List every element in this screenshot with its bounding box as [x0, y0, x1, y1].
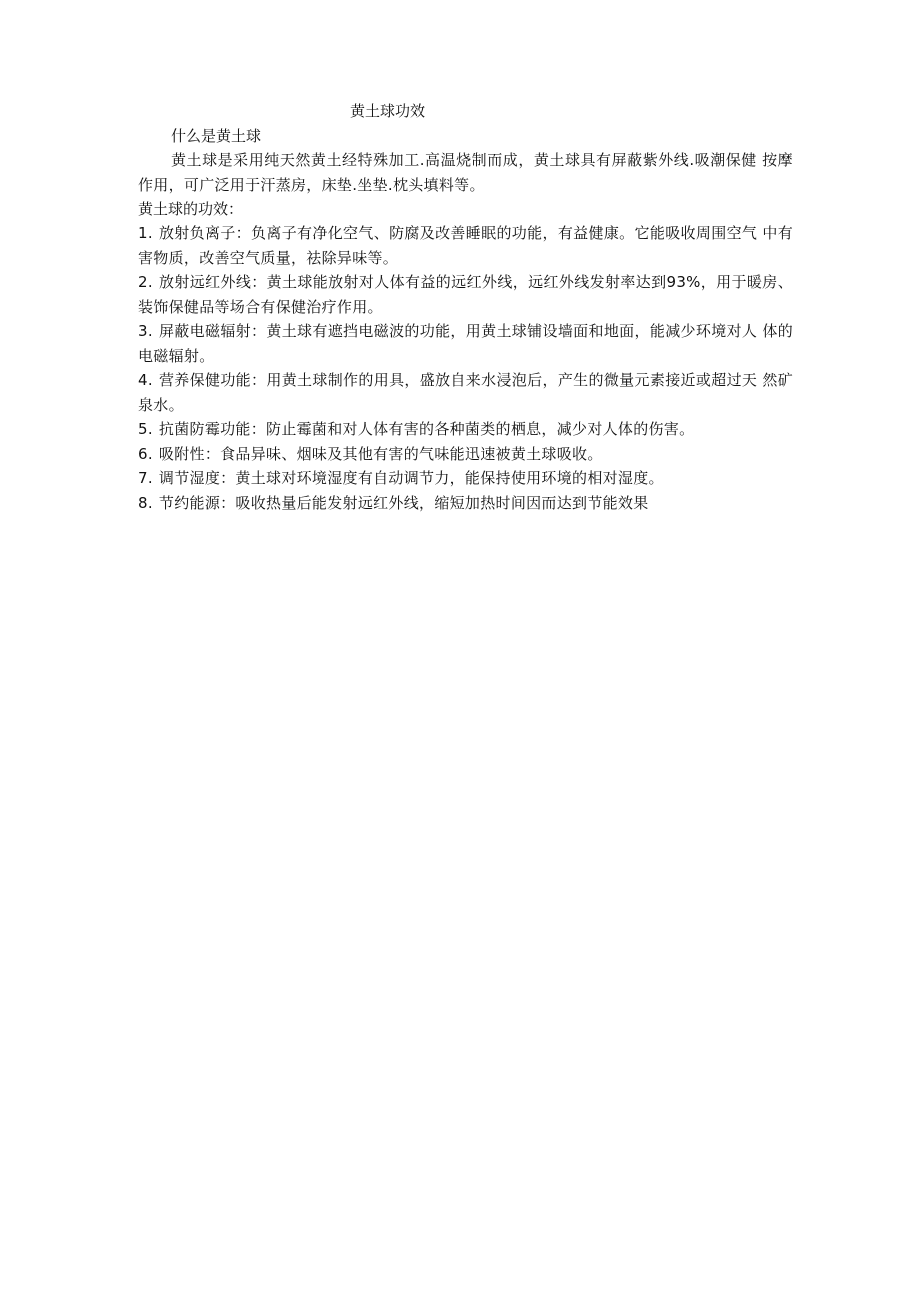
benefit-item	[138, 466, 793, 491]
benefit-text: 抗菌防霉功能：防止霉菌和对人体有害的各种菌类的栖息，减少对人体的伤害。	[158, 420, 695, 438]
document-body	[138, 98, 793, 515]
benefit-number: 2.	[138, 273, 153, 291]
benefit-item	[138, 270, 793, 319]
benefit-number: 1.	[138, 224, 153, 242]
benefits-heading: 黄土球的功效：	[138, 200, 244, 218]
section-subtitle: 什么是黄土球	[171, 127, 262, 145]
benefit-number: 8.	[138, 493, 153, 512]
benefit-number: 5.	[138, 420, 153, 438]
benefit-item	[138, 417, 793, 442]
document-title: 黄土球功效	[350, 102, 426, 120]
benefit-number: 3.	[138, 322, 153, 340]
benefit-text: 放射负离子：负离子有净化空气、防腐及改善睡眠的功能，有益健康。它能吸收周围空气 中有害物质，改善空气质量，祛除异味等。	[138, 224, 793, 267]
intro-paragraph: 黄土球是采用纯天然黄土经特殊加工.高温烧制而成，黄土球具有屏蔽紫外线.吸潮保健 按摩作用，可广泛用于汗蒸房，床垫.坐垫.枕头填料等。	[138, 151, 793, 194]
benefit-text: 调节湿度：黄土球对环境湿度有自动调节力，能保持使用环境的相对湿度。	[158, 469, 664, 487]
benefit-text: 营养保健功能：用黄土球制作的用具，盛放自来水浸泡后，产生的微量元素接近或超过天 然矿泉水。	[138, 371, 793, 414]
benefit-item	[138, 491, 793, 516]
benefit-text: 节约能源：吸收热量后能发射远红外线，缩短加热时间因而达到节能效果	[158, 493, 649, 512]
benefit-number: 6.	[138, 444, 153, 463]
benefit-number: 4.	[138, 371, 153, 389]
benefit-item	[138, 221, 793, 270]
benefit-number: 7.	[138, 469, 153, 487]
benefit-item	[138, 368, 793, 417]
benefit-text: 放射远红外线：黄土球能放射对人体有益的远红外线，远红外线发射率达到93%，用于暖房、装饰保健品等场合有保健治疗作用。	[138, 273, 793, 316]
benefit-text: 吸附性：食品异味、烟味及其他有害的气味能迅速被黄土球吸收。	[158, 444, 603, 463]
benefit-item	[138, 442, 793, 467]
benefit-text: 屏蔽电磁辐射：黄土球有遮挡电磁波的功能，用黄土球铺设墙面和地面，能减少环境对人 体的电磁辐射。	[138, 322, 793, 365]
benefit-item	[138, 319, 793, 368]
benefits-list	[138, 221, 793, 515]
